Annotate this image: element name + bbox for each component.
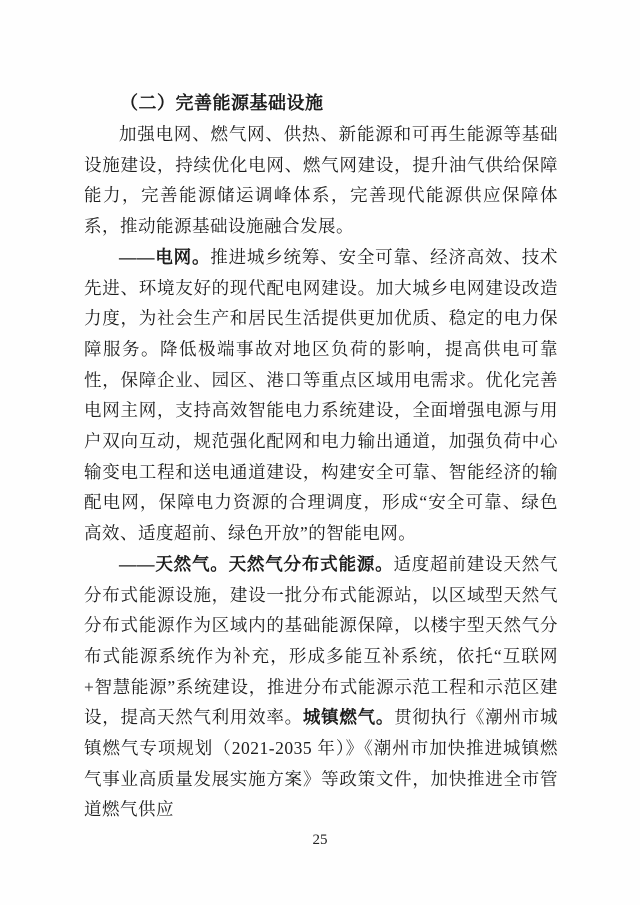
paragraph-energy-infrastructure [84,119,558,242]
paragraph-power-grid [84,242,558,549]
paragraph-lead-bold: ——天然气。天然气分布式能源。 [119,553,394,574]
paragraph-text: 适度超前建设天然气分布式能源设施，建设一批分布式能源站，以区域型天然气分布式能源作为区域内的基础能源保障，以楼宇型天然气分布式能源系统作为补充，形成多能互补系统，依托“互联网+智慧能源”系统建设，推进分布式能源示范工程和示范区建设，提高天然气利用效率。 [84,553,559,728]
paragraph-text: 推进城乡统筹、安全可靠、经济高效、技术先进、环境友好的现代配电网建设。加大城乡电网建设改造力度，为社会生产和居民生活提供更加优质、稳定的电力保障服务。降低极端事故对地区负荷的影响，提高供电可靠性，保障企业、园区、港口等重点区域用电需求。优化完善电网主网，支持高效智能电力系统建设，全面增强电源与用户双向互动，规范强化配网和电力输出通道，加强负荷中心输变电工程和送电通道建设，构建安全可靠、智能经济的输配电网，保障电力资源的合理调度，形成“安全可靠、绿色高效、适度超前、绿色开放”的智能电网。 [84,246,559,544]
paragraph-text: 贯彻执行《潮州市城镇燃气专项规划（2021-2035 年）》《潮州市加快推进城镇燃气事业高质量发展实施方案》等政策文件，加快推进全市管道燃气供应 [84,707,559,820]
paragraph-inline-bold: 城镇燃气。 [302,707,395,728]
paragraph-text: 加强电网、燃气网、供热、新能源和可再生能源等基础设施建设，持续优化电网、燃气网建设，提升油气供给保障能力，完善能源储运调峰体系，完善现代能源供应保障体系，推动能源基础设施融合发展。 [84,124,558,237]
paragraph-natural-gas [84,549,558,825]
paragraph-lead-bold: ——电网。 [119,246,211,267]
section-heading: （二）完善能源基础设施 [120,93,324,113]
page-number: 25 [312,832,328,848]
